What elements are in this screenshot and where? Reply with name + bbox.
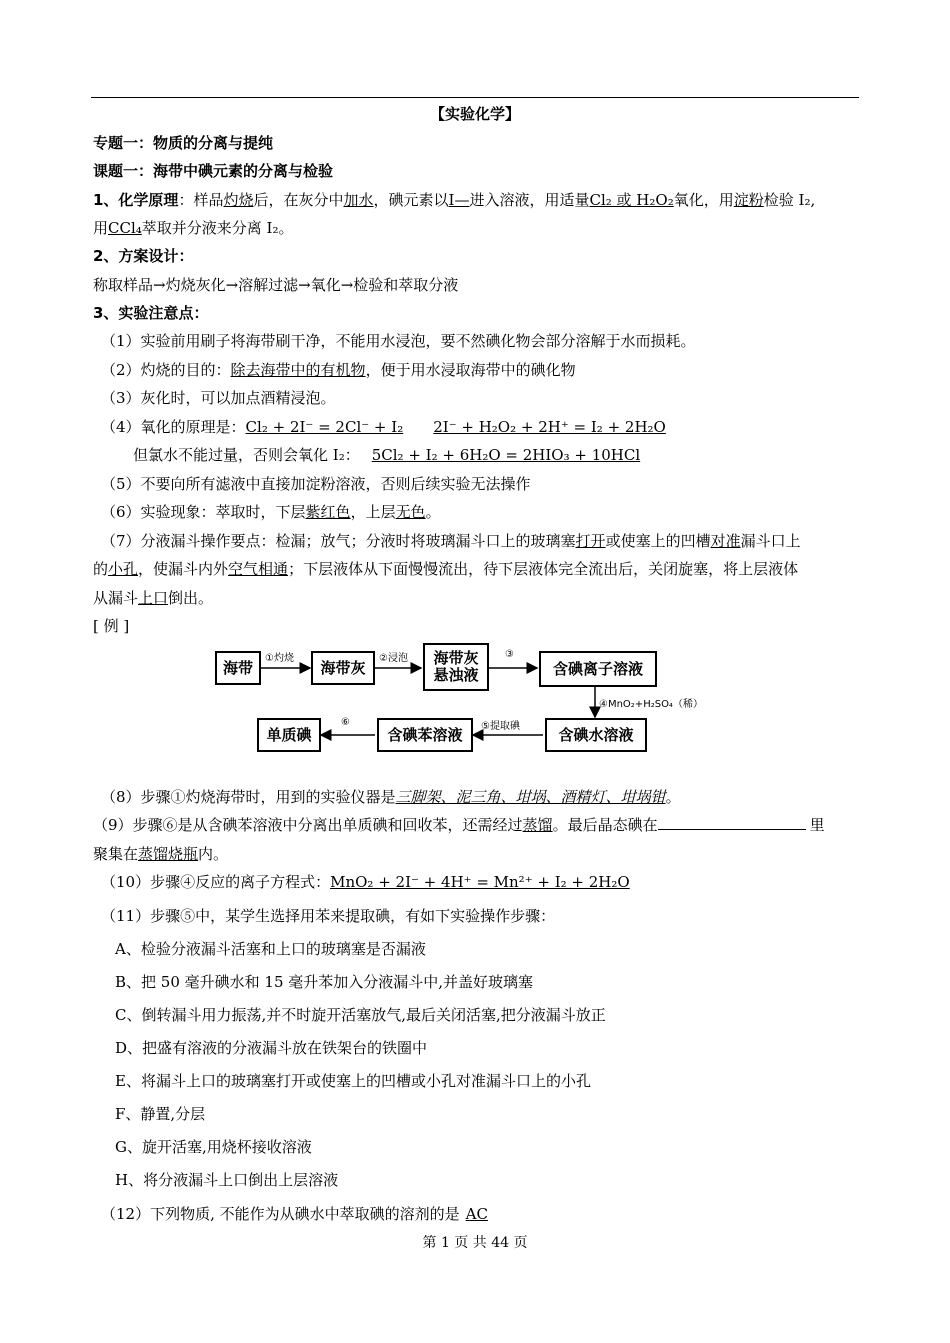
question-11: （11）步骤⑤中，某学生选择用苯来提取碘，有如下实验操作步骤：: [101, 907, 556, 925]
option-a: A、检验分液漏斗活塞和上口的玻璃塞是否漏液: [115, 940, 426, 958]
option-h: H、将分液漏斗上口倒出上层溶液: [115, 1171, 339, 1189]
step-1-label: ①灼烧: [265, 653, 294, 664]
lesson-heading: 课题一：海带中碘元素的分离与检验: [93, 162, 334, 180]
step-4-label: ④MnO₂+H₂SO₄（稀）: [599, 699, 703, 710]
flow-box-seaweed: 海带: [215, 651, 261, 685]
principle-label: 1、化学原理: [93, 191, 179, 209]
note-3: （3）灰化时，可以加点酒精浸泡。: [101, 389, 336, 407]
document-title: 【实验化学】: [429, 105, 520, 123]
flow-box-seaweed-ash: 海带灰: [311, 651, 375, 685]
option-g: G、旋开活塞,用烧杯接收溶液: [115, 1138, 312, 1156]
note-7-line-2: 的小孔，使漏斗内外空气相通；下层液体从下面慢慢流出，待下层液体完全流出后，关闭旋塞，将上层液体: [93, 560, 799, 578]
header-rule: [91, 97, 859, 98]
flow-box-iodine-water: 含碘水溶液: [545, 718, 647, 752]
answer-blank: [658, 815, 806, 830]
flow-box-iodide-solution: 含碘离子溶液: [539, 651, 657, 687]
step-5-label: ⑤提取碘: [481, 721, 520, 732]
question-8: （8）步骤①灼烧海带时，用到的实验仪器是三脚架、泥三角、坩埚、酒精灯、坩埚钳。: [101, 788, 681, 806]
flow-box-suspension: 海带灰 悬浊液: [423, 643, 489, 691]
principle-line-2: 用CCl₄萃取并分液来分离 I₂。: [93, 219, 294, 237]
note-6: （6）实验现象：萃取时，下层紫红色，上层无色。: [101, 503, 441, 521]
option-e: E、将漏斗上口的玻璃塞打开或使塞上的凹槽或小孔对准漏斗口上的小孔: [115, 1072, 591, 1090]
design-heading: 2、方案设计：: [93, 247, 194, 265]
question-12: （12）下列物质, 不能作为从碘水中萃取碘的溶剂的是 AC: [101, 1205, 488, 1223]
notes-heading: 3、实验注意点：: [93, 304, 209, 322]
note-4-continued: 但氯水不能过量，否则会氧化 I₂： 5Cl₂ + I₂ + 6H₂O = 2HIO₃ + 10HCl: [133, 446, 641, 464]
note-5: （5）不要向所有滤液中直接加淀粉溶液，否则后续实验无法操作: [101, 475, 531, 493]
page-footer: 第 1 页 共 44 页: [422, 1235, 528, 1251]
note-7-line-3: 从漏斗上口倒出。: [93, 589, 214, 607]
principle-line-1: 1、化学原理：样品灼烧后，在灰分中加水，碘元素以I—进入溶液，用适量Cl₂ 或 H₂O₂氧化，用淀粉检验 I₂,: [93, 191, 816, 209]
question-10: （10）步骤④反应的离子方程式：MnO₂ + 2I⁻ + 4H⁺ = Mn²⁺ + I₂ + 2H₂O: [101, 873, 630, 891]
design-text: 称取样品→灼烧灰化→溶解过滤→氧化→检验和萃取分液: [93, 276, 459, 294]
option-b: B、把 50 毫升碘水和 15 毫升苯加入分液漏斗中,并盖好玻璃塞: [115, 973, 534, 991]
option-d: D、把盛有溶液的分液漏斗放在铁架台的铁圈中: [115, 1039, 428, 1057]
step-6-label: ⑥: [341, 717, 350, 728]
process-flow-diagram: [215, 643, 703, 755]
step-2-label: ②浸泡: [379, 653, 408, 664]
question-9-line-2: 聚集在蒸馏烧瓶内。: [93, 845, 229, 863]
option-f: F、静置,分层: [115, 1105, 206, 1123]
flow-box-elemental-iodine: 单质碘: [257, 718, 321, 752]
note-4: （4）氧化的原理是：Cl₂ + 2I⁻ = 2Cl⁻ + I₂ 2I⁻ + H₂O₂ + 2H⁺ = I₂ + 2H₂O: [101, 418, 666, 436]
question-9: （9）步骤⑥是从含碘苯溶液中分离出单质碘和回收苯，还需经过蒸馏。最后晶态碘在 里: [93, 816, 825, 834]
note-7: （7）分液漏斗操作要点：检漏；放气；分液时将玻璃漏斗口上的玻璃塞打开或使塞上的凹槽对准漏斗口上: [101, 532, 801, 550]
flow-box-iodine-benzene: 含碘苯溶液: [377, 718, 473, 752]
note-2: （2）灼烧的目的：除去海带中的有机物，便于用水浸取海带中的碘化物: [101, 361, 576, 379]
example-label: [ 例 ]: [93, 617, 130, 635]
topic-heading: 专题一：物质的分离与提纯: [93, 134, 274, 152]
note-1: （1）实验前用刷子将海带刷干净，不能用水浸泡，要不然碘化物会部分溶解于水而损耗。: [101, 332, 696, 350]
step-3-label: ③: [505, 649, 514, 660]
option-c: C、倒转漏斗用力振荡,并不时旋开活塞放气,最后关闭活塞,把分液漏斗放正: [115, 1006, 606, 1024]
